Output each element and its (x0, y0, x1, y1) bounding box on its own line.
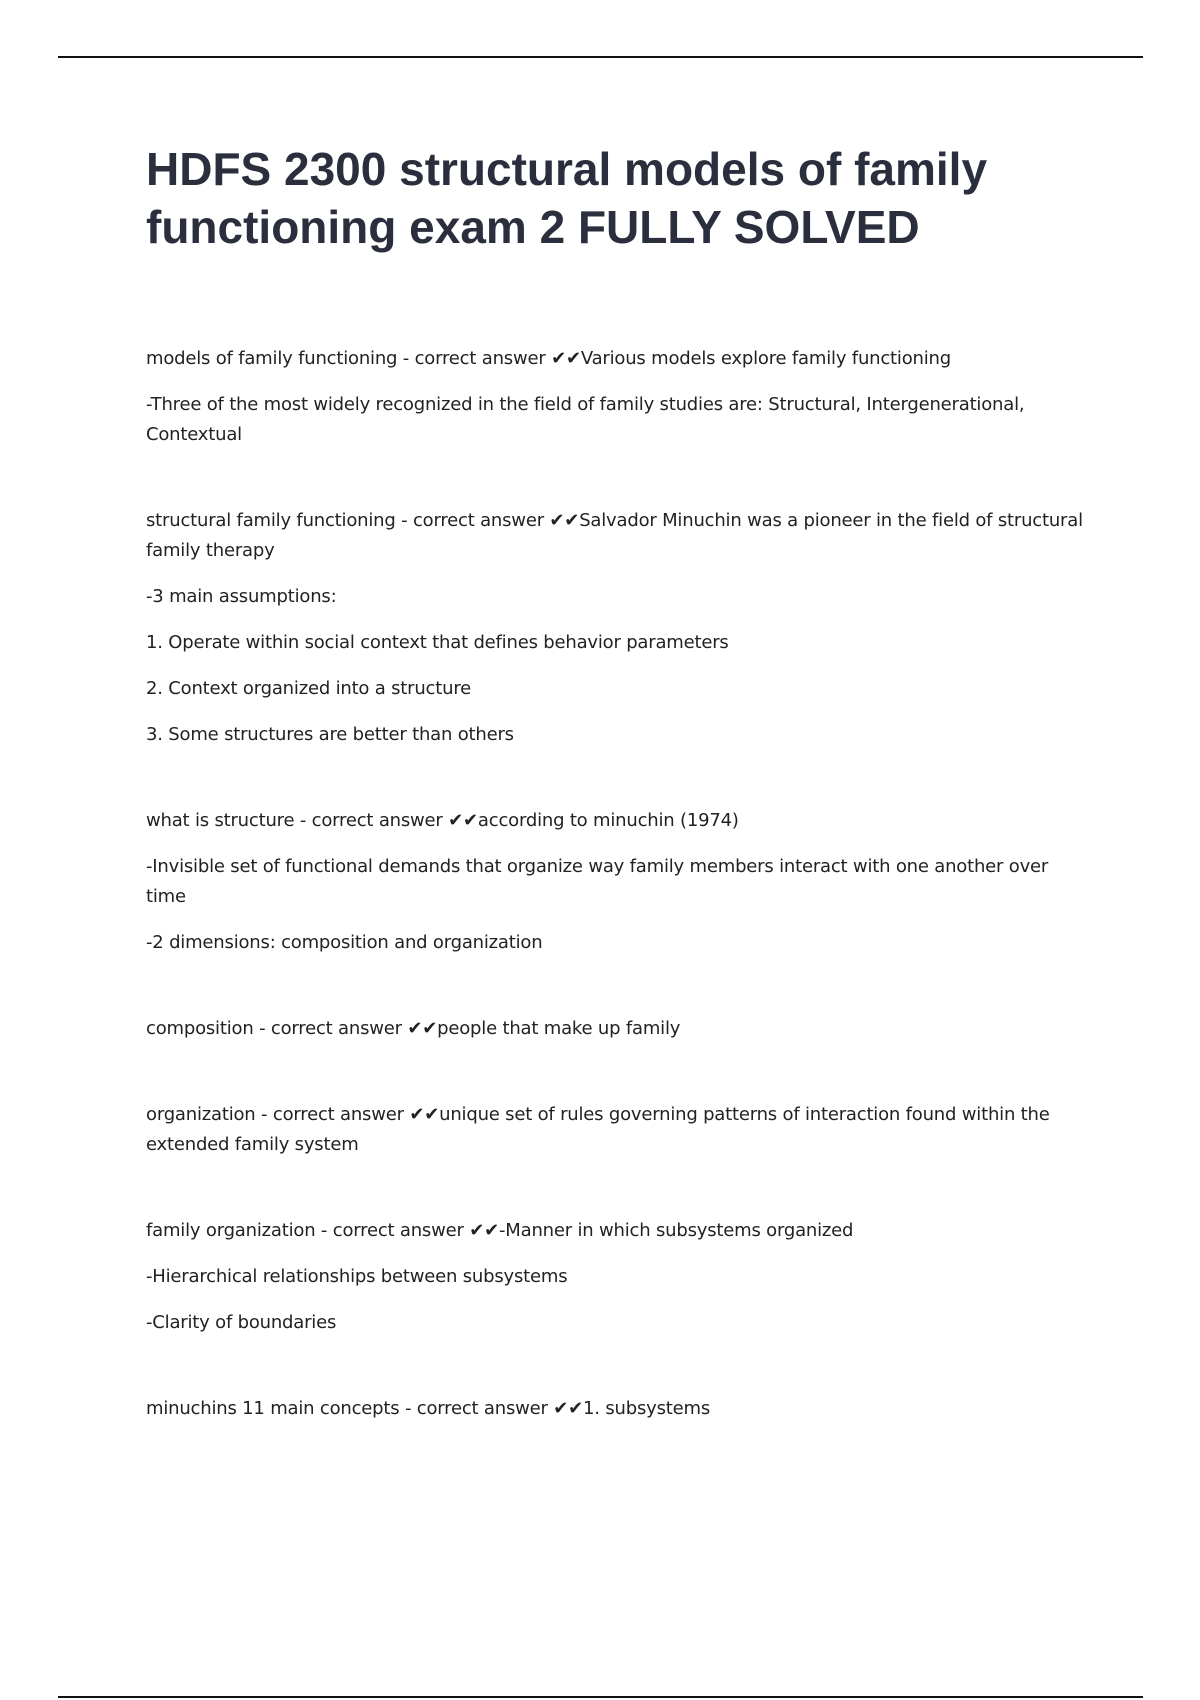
answer-detail: -Clarity of boundaries (146, 1312, 337, 1333)
question-line (146, 506, 1086, 566)
answer-separator: - correct answer ✔✔ (315, 1220, 499, 1241)
question-line (146, 806, 1086, 836)
question-term: models of family functioning (146, 348, 398, 369)
answer-text: people that make up family (437, 1018, 681, 1039)
answer-separator: - correct answer ✔✔ (399, 1398, 584, 1419)
question-line (146, 344, 1086, 374)
answer-text: according to minuchin (1974) (477, 810, 739, 831)
qa-item-family-organization (146, 1216, 1086, 1338)
question-line (146, 1394, 1086, 1424)
answer-separator: - correct answer ✔✔ (294, 810, 478, 831)
answer-detail: -Hierarchical relationships between subsystems (146, 1266, 568, 1287)
qa-item-structural-family-functioning (146, 506, 1086, 750)
bottom-rule (58, 1696, 1143, 1698)
question-line (146, 1216, 1086, 1246)
answer-text: unique set of rules governing patterns of interaction found within the extended family system (146, 1104, 1050, 1155)
question-term: composition (146, 1018, 254, 1039)
document-body (146, 344, 1086, 1480)
question-term: minuchins 11 main concepts (146, 1398, 400, 1419)
answer-separator: - correct answer ✔✔ (395, 510, 580, 531)
answer-detail: -2 dimensions: composition and organization (146, 932, 543, 953)
question-term: structural family functioning (146, 510, 396, 531)
question-term: family organization (146, 1220, 316, 1241)
question-term: organization (146, 1104, 256, 1125)
qa-item-organization (146, 1100, 1086, 1160)
answer-detail: 2. Context organized into a structure (146, 678, 472, 699)
answer-separator: - correct answer ✔✔ (397, 348, 581, 369)
answer-detail: -3 main assumptions: (146, 586, 337, 607)
qa-item-minuchins-main-concepts (146, 1394, 1086, 1424)
qa-item-what-is-structure (146, 806, 1086, 958)
answer-detail: -Invisible set of functional demands that organize way family members interact with one another over time (146, 856, 1049, 907)
answer-text: Various models explore family functioning (580, 348, 951, 369)
answer-detail: -Three of the most widely recognized in the field of family studies are: Structural, Intergenerational, Contextual (146, 394, 1025, 445)
question-term: what is structure (146, 810, 295, 831)
top-rule (58, 56, 1143, 58)
qa-item-composition (146, 1014, 1086, 1044)
answer-detail: 3. Some structures are better than others (146, 724, 514, 745)
answer-detail: 1. Operate within social context that defines behavior parameters (146, 632, 729, 653)
answer-separator: - correct answer ✔✔ (255, 1104, 440, 1125)
page-title: HDFS 2300 structural models of family functioning exam 2 FULLY SOLVED (146, 143, 988, 253)
question-line (146, 1100, 1086, 1160)
answer-text: 1. subsystems (583, 1398, 710, 1419)
answer-separator: - correct answer ✔✔ (253, 1018, 438, 1039)
answer-text: Salvador Minuchin was a pioneer in the field of structural family therapy (146, 510, 1083, 561)
answer-text: -Manner in which subsystems organized (499, 1220, 854, 1241)
qa-item-models-of-family-functioning (146, 344, 1086, 450)
question-line (146, 1014, 1086, 1044)
